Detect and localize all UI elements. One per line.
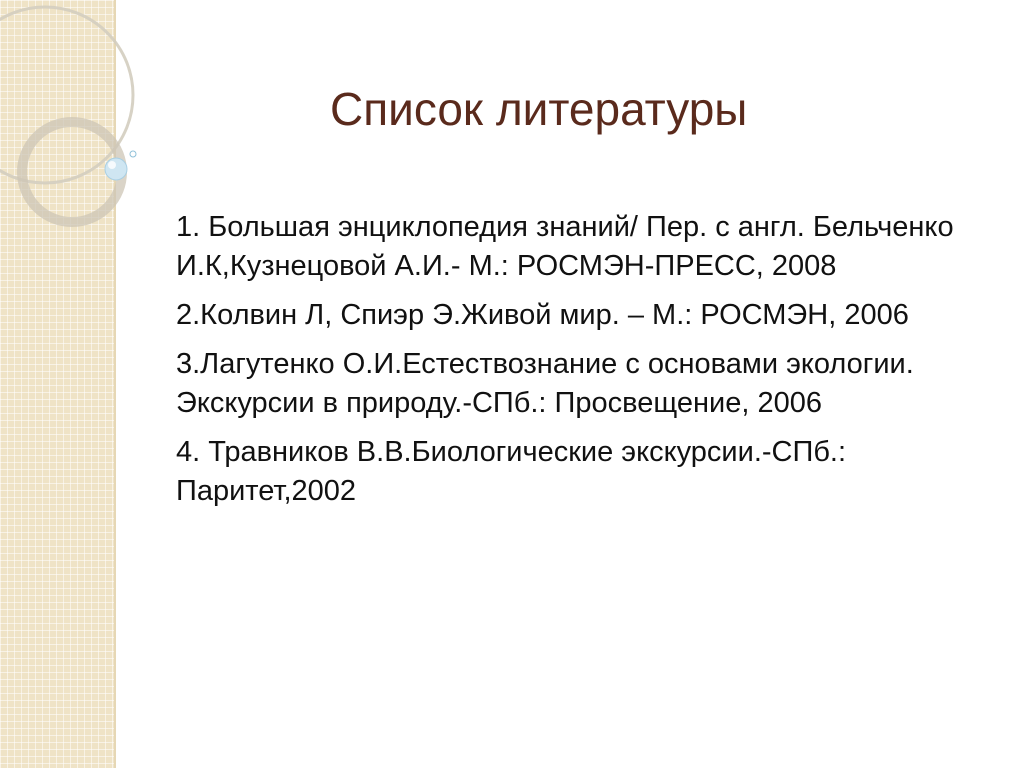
tiny-bubble: [130, 151, 136, 157]
reference-item-3: 3.Лагутенко О.И.Естествознание с основами экологии. Экскурсии в природу.-СПб.: Просвещение, 2006: [176, 348, 914, 419]
slide-title: Список литературы: [330, 83, 748, 135]
reference-item-1: 1. Большая энциклопедия знаний/ Пер. с англ. Бельченко И.К,Кузнецовой А.И.- М.: РОСМЭН-ПРЕСС, 2008: [176, 211, 954, 282]
decorative-side-panel: [0, 0, 114, 768]
reference-item-4: 4. Травников В.В.Биологические экскурсии.-СПб.: Паритет,2002: [176, 436, 847, 507]
side-panel-border: [114, 0, 116, 768]
reference-item-2: 2.Колвин Л, Спиэр Э.Живой мир. – М.: РОСМЭН, 2006: [176, 299, 909, 331]
reference-list: [176, 208, 976, 521]
